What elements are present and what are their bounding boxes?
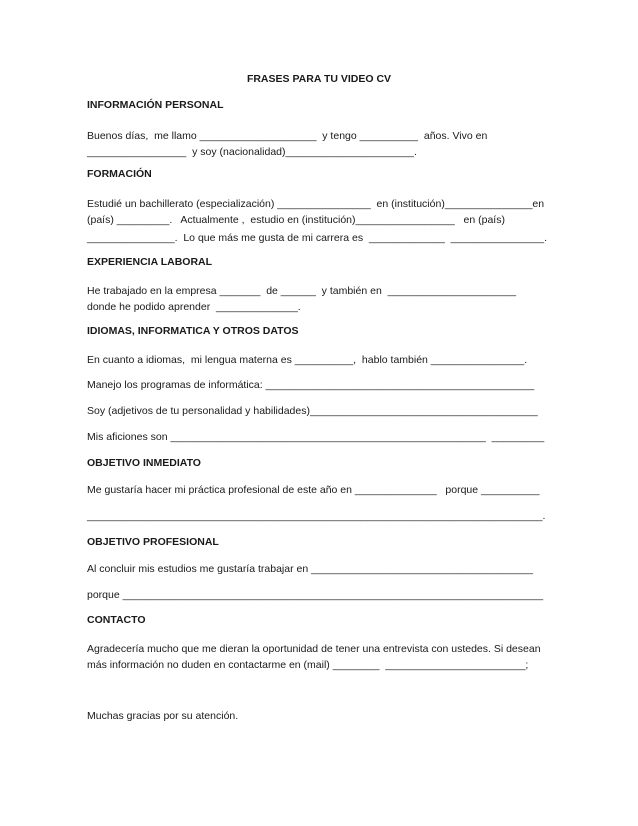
heading-informacion-personal: INFORMACIÓN PERSONAL <box>87 99 224 111</box>
text-line: Manejo los programas de informática: ______________________________________________ <box>87 379 535 391</box>
heading-idiomas: IDIOMAS, INFORMATICA Y OTROS DATOS <box>87 325 299 337</box>
text-line: _________________ y soy (nacionalidad)______________________. <box>87 146 417 158</box>
closing-line: Muchas gracias por su atención. <box>87 710 239 722</box>
document-title: FRASES PARA TU VIDEO CV <box>246 73 392 85</box>
text-line: ______________________________________________________________________________. <box>87 510 546 522</box>
text-line: porque ________________________________________________________________________ <box>87 589 544 601</box>
heading-objetivo-inmediato: OBJETIVO INMEDIATO <box>87 457 201 469</box>
heading-contacto: CONTACTO <box>87 614 146 626</box>
text-line: donde he podido aprender ______________. <box>87 301 301 313</box>
text-line: Mis aficiones son ______________________________________________________ _________ <box>87 431 545 443</box>
text-line: Me gustaría hacer mi práctica profesional de este año en ______________ porque __________ <box>87 484 540 496</box>
heading-experiencia-laboral: EXPERIENCIA LABORAL <box>87 256 213 268</box>
text-line: Agradecería mucho que me dieran la oportunidad de tener una entrevista con ustedes. Si desean <box>87 643 541 655</box>
text-line: más información no duden en contactarme en (mail) ________ ________________________; <box>87 659 529 671</box>
text-line: (país) _________. Actualmente , estudio en (institución)_________________ en (país) <box>87 214 505 226</box>
text-line: He trabajado en la empresa _______ de ______ y también en ______________________ <box>87 285 517 297</box>
text-line: Al concluir mis estudios me gustaría trabajar en ______________________________________ <box>87 563 534 575</box>
text-line: Soy (adjetivos de tu personalidad y habilidades)_______________________________________ <box>87 405 538 417</box>
text-line: En cuanto a idiomas, mi lengua materna es __________, hablo también ________________. <box>87 354 528 366</box>
text-line: Buenos días, me llamo ____________________ y tengo __________ años. Vivo en <box>87 130 488 142</box>
heading-objetivo-profesional: OBJETIVO PROFESIONAL <box>87 536 219 548</box>
text-line: _______________. Lo que más me gusta de mi carrera es _____________ ________________. <box>87 232 548 244</box>
heading-formacion: FORMACIÓN <box>87 168 152 180</box>
text-line: Estudié un bachillerato (especialización) ________________ en (institución)_______________en <box>87 198 545 210</box>
